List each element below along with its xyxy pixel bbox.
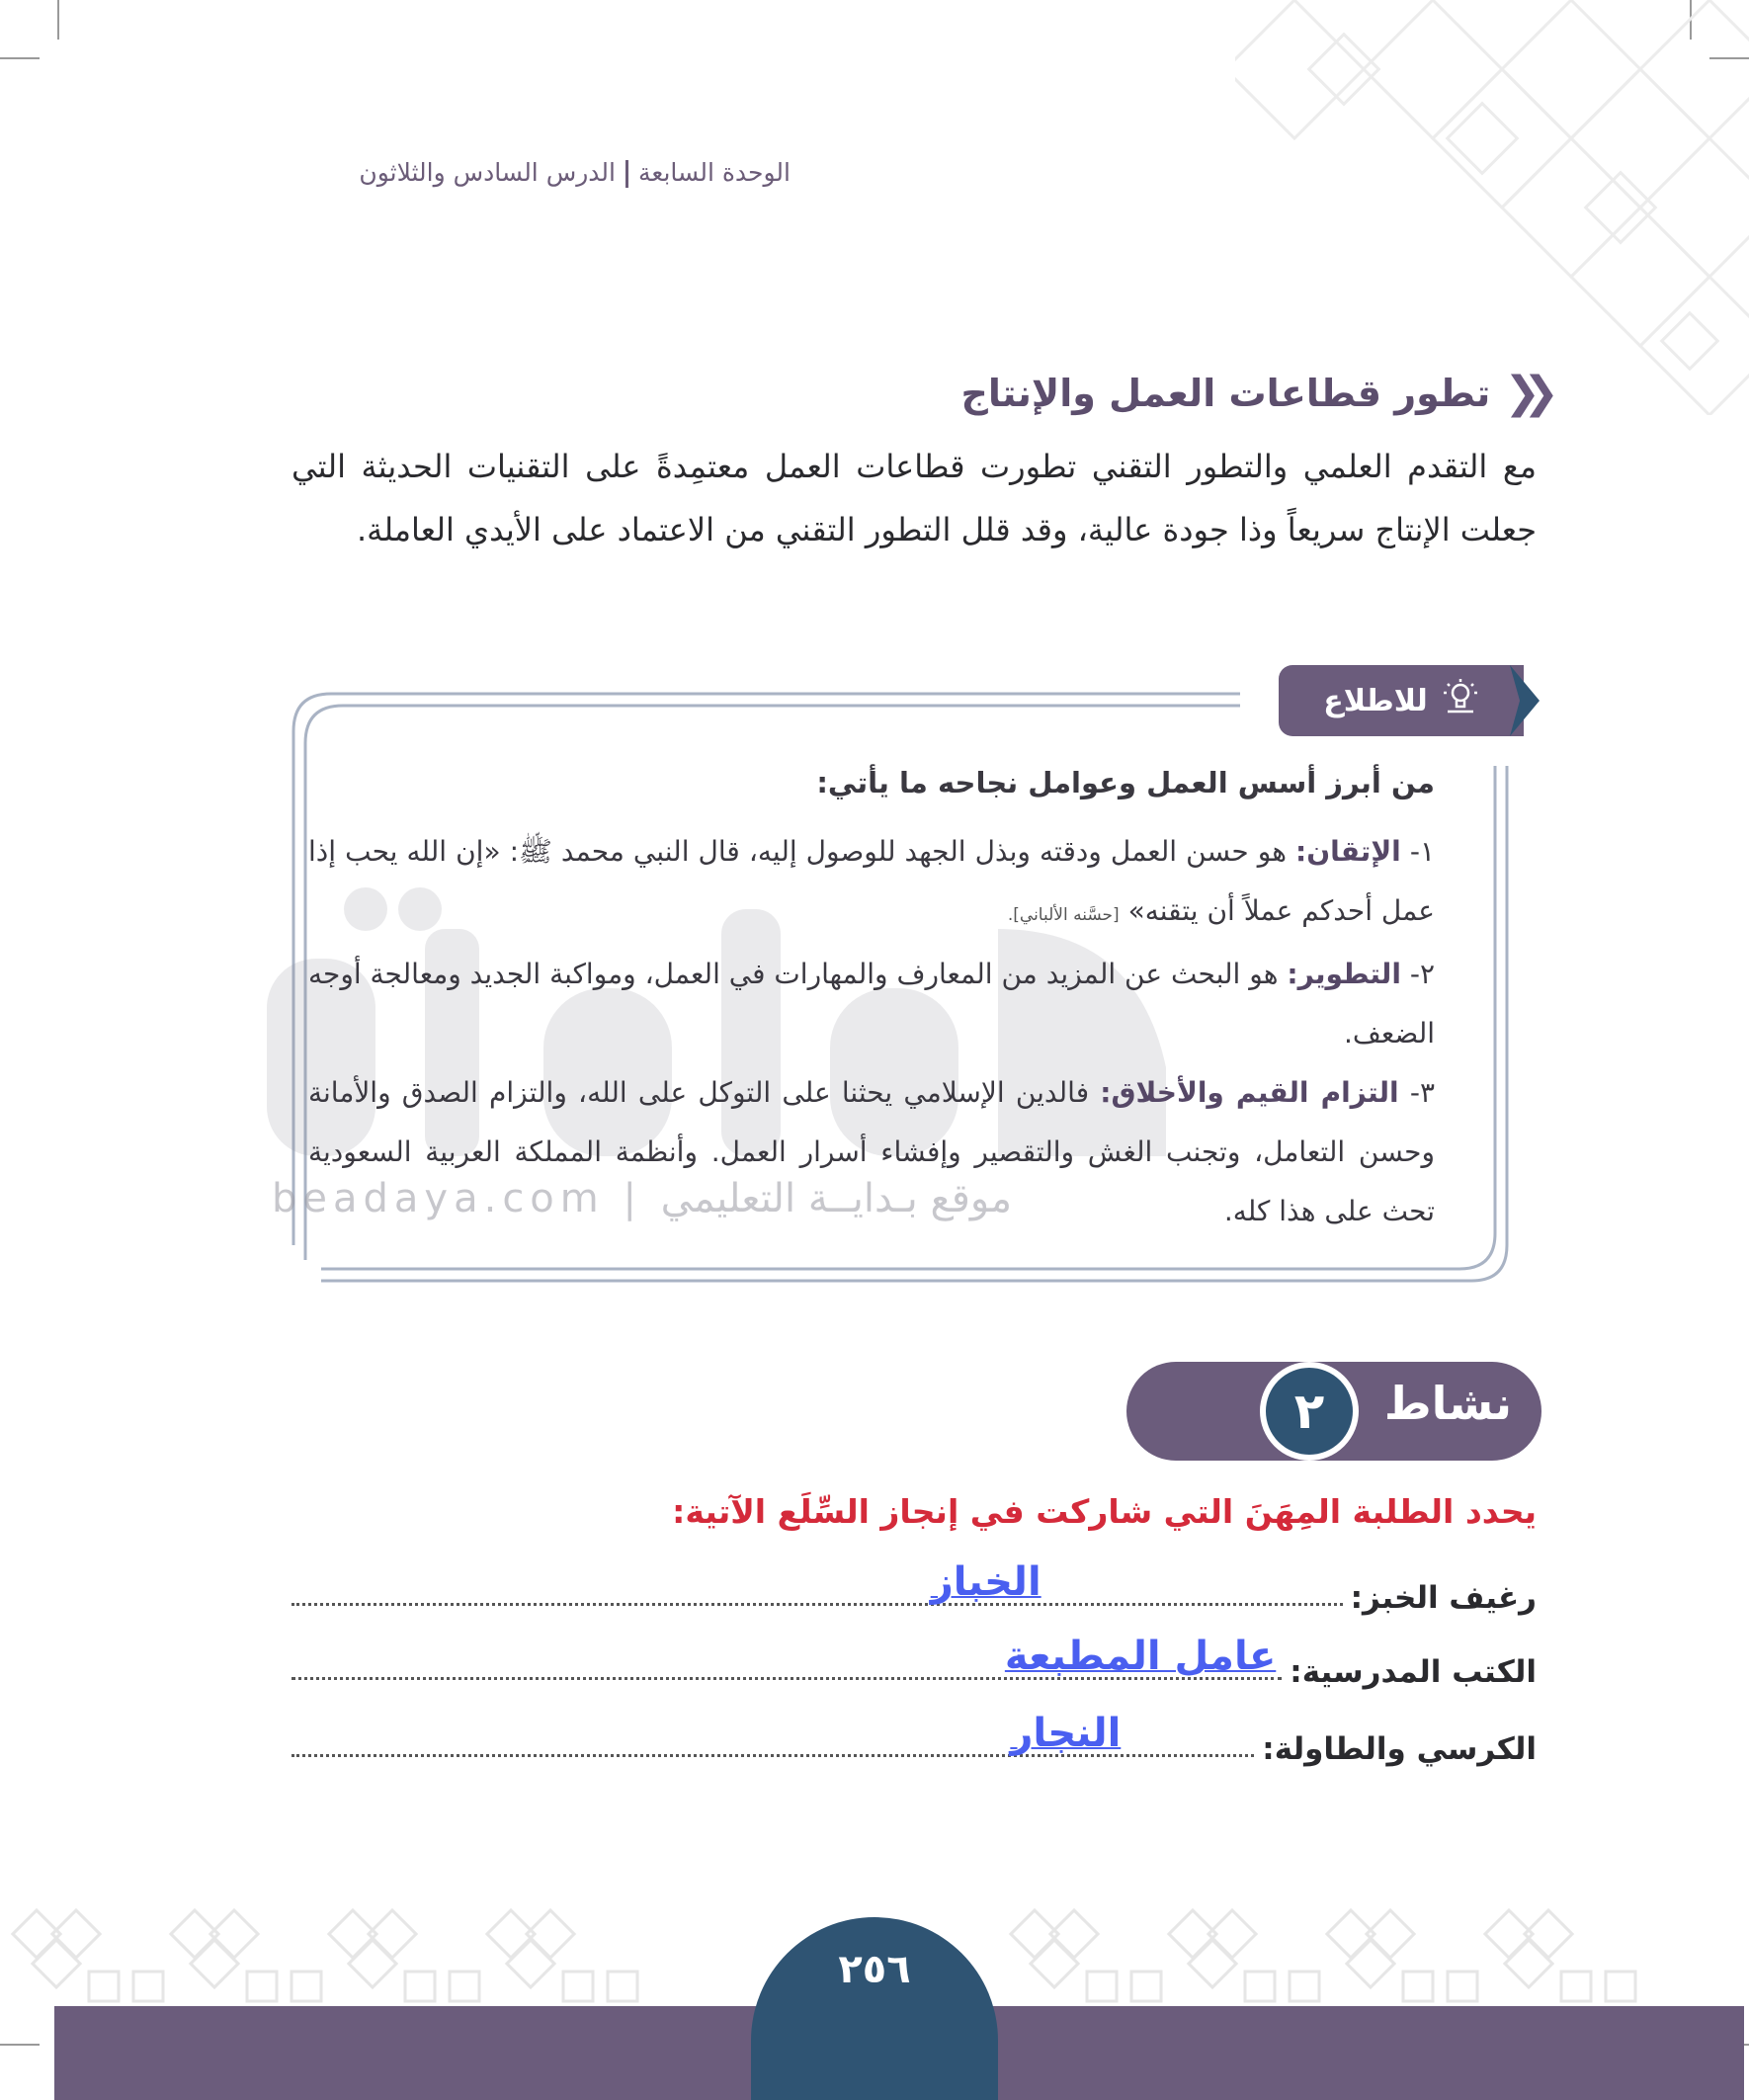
list-item — [308, 1063, 1435, 1241]
item-term: التزام القيم والأخلاق: — [1100, 1076, 1399, 1109]
section-heading — [960, 368, 1541, 418]
answer-row — [292, 1547, 1537, 1616]
page-number: ٢٥٦ — [838, 1947, 911, 1992]
geometric-pattern-decoration — [1235, 0, 1749, 415]
page-header — [277, 158, 791, 188]
header-divider — [625, 160, 628, 188]
item-number: ٢- — [1409, 958, 1435, 990]
answer-field[interactable] — [292, 1634, 1282, 1680]
item-number: ١- — [1409, 835, 1435, 868]
activity-instruction: يحدد الطلبة المِهَنَ التي شاركت في إنجاز السِّلَع الآتية: — [672, 1492, 1537, 1531]
double-chevron-icon: ❮❮ — [1504, 368, 1541, 418]
row-label: رغيف الخبز: — [1350, 1580, 1537, 1616]
note-intro: من أبرز أسس العمل وعوامل نجاحه ما يأتي: — [816, 766, 1435, 799]
note-list — [308, 822, 1435, 1241]
row-label: الكرسي والطاولة: — [1262, 1731, 1537, 1767]
item-text: هو البحث عن المزيد من المعارف والمهارات في العمل، ومواكبة الجديد ومعالجة أوجه الضعف. — [308, 958, 1435, 1050]
answer-field[interactable] — [292, 1711, 1254, 1757]
item-number: ٣- — [1409, 1076, 1436, 1109]
row-label: الكتب المدرسية: — [1290, 1654, 1537, 1690]
activity-label: نشاط — [1383, 1377, 1512, 1430]
unit-label: الوحدة السابعة — [637, 158, 791, 187]
crop-mark — [57, 0, 59, 40]
activity-number: ٢ — [1260, 1362, 1359, 1461]
answer-text: عامل المطبعة — [1004, 1634, 1277, 1679]
item-citation: [حسَّنه الألباني]. — [1007, 905, 1120, 925]
lesson-label: الدرس السادس والثلاثون — [359, 158, 616, 187]
item-text: هو حسن العمل ودقته وبذل الجهد للوصول إليه، قال النبي محمد ﷺ: «إن الله يحب إذا عمل أحدكم عملاً أن يتقنه» — [308, 835, 1435, 927]
answer-row — [292, 1621, 1537, 1690]
item-term: التطوير: — [1287, 958, 1401, 990]
answer-row — [292, 1698, 1537, 1767]
list-item — [308, 945, 1435, 1063]
item-text: فالدين الإسلامي يحثنا على التوكل على الله، والتزام الصدق والأمانة وحسن التعامل، وتجنب الغش والتقصير وإفشاء أسرار العمل. وأنظمة المملكة العربية السعودية تحث على هذا كله. — [308, 1076, 1435, 1227]
answer-field[interactable] — [292, 1559, 1343, 1606]
note-badge — [1279, 665, 1524, 736]
crop-mark — [0, 2044, 40, 2046]
item-term: الإتقان: — [1295, 835, 1401, 868]
list-item — [308, 822, 1435, 945]
lightbulb-icon — [1442, 678, 1479, 723]
answer-text: الخباز — [930, 1559, 1041, 1605]
section-paragraph: مع التقدم العلمي والتطور التقني تطورت قطاعات العمل معتمِدةً على التقنيات الحديثة التي جعلت الإنتاج سريعاً وذا جودة عالية، وقد قلل التطور التقني من الاعتماد على الأيدي العاملة. — [292, 448, 1537, 548]
note-badge-label: للاطلاع — [1323, 683, 1428, 718]
answer-text: النجار — [1010, 1711, 1122, 1756]
watermark-text: beadaya.com | موقع بـدايــة التعليمي — [272, 1176, 1013, 1221]
crop-mark — [0, 57, 40, 59]
badge-chevron-icon — [1510, 665, 1540, 736]
section-title: تطور قطاعات العمل والإنتاج — [960, 371, 1491, 415]
